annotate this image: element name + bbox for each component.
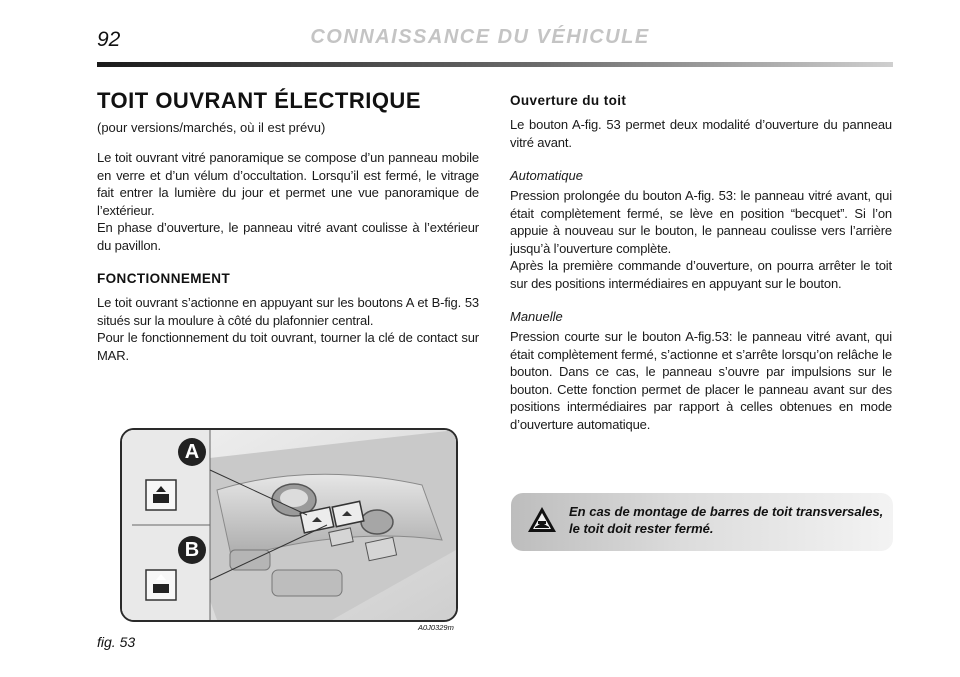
- intro-paragraph: En phase d’ouverture, le panneau vitré avant coulisse à l’extérieur du pavillon.: [97, 220, 479, 253]
- body-paragraph: Le toit ouvrant s’actionne en appuyant sur les boutons A et B-fig. 53 situés sur la moulure à côté du plafonnier central.: [97, 295, 479, 328]
- subsection-heading: Ouverture du toit: [510, 93, 627, 108]
- body-paragraph: Pression prolongée du bouton A-fig. 53: le panneau vitré avant, qui était complètement fermé, se lève en position “becquet”. Si l’on appuie à nouveau sur le bouton, le panneau coulisse vers l’arrière jusqu’à l’ouverture complète.: [510, 188, 892, 256]
- mode-title-manual: Manuelle: [510, 309, 563, 324]
- warning-box: [511, 493, 893, 551]
- warning-triangle-icon: [527, 505, 557, 540]
- figure-illustration: [120, 428, 458, 622]
- header-rule: [97, 62, 893, 67]
- roof-control-illustration: [122, 430, 456, 620]
- running-head: CONNAISSANCE DU VÉHICULE: [310, 26, 650, 48]
- warning-text: En cas de montage de barres de toit transversales, le toit doit rester fermé.: [569, 504, 884, 536]
- body-paragraph: Pression courte sur le bouton A-fig.53: le panneau vitré avant, qui était complètement fermé, s’actionne et s’arrête lorsqu’on relâche le bouton. Dans ce cas, le panneau s’ouvre par impulsions sur le bouton. Cette fonction permet de placer le panneau avant sur des positions intermédiaires par rapport à celles obtenues en mode d’ouverture automatique.: [510, 329, 892, 432]
- page-number: 92: [97, 28, 121, 51]
- body-paragraph: Après la première commande d’ouverture, on pourra arrêter le toit sur des positions intermédiaires en appuyant sur le bouton.: [510, 258, 892, 291]
- subsection-heading: FONCTIONNEMENT: [97, 271, 231, 286]
- left-column: [97, 88, 479, 364]
- callout-a-badge: A: [178, 438, 206, 466]
- mode-title-automatic: Automatique: [510, 168, 583, 183]
- callout-b-badge: B: [178, 536, 206, 564]
- right-column: [510, 93, 892, 433]
- figure-code: A0J0329m: [418, 623, 454, 632]
- section-subtitle: (pour versions/marchés, où il est prévu): [97, 120, 326, 135]
- body-paragraph: Le bouton A-fig. 53 permet deux modalité d’ouverture du panneau vitré avant.: [510, 117, 892, 150]
- figure-label: fig. 53: [97, 634, 136, 650]
- intro-paragraph: Le toit ouvrant vitré panoramique se compose d’un panneau mobile en verre et d’un vélum d’occultation. Lorsqu’il est fermé, le vitrage fait entrer la lumière du jour et permet une vue panoramique de l’extérieur.: [97, 150, 479, 218]
- section-title: TOIT OUVRANT ÉLECTRIQUE: [97, 88, 421, 113]
- body-paragraph: Pour le fonctionnement du toit ouvrant, tourner la clé de contact sur MAR.: [97, 330, 479, 363]
